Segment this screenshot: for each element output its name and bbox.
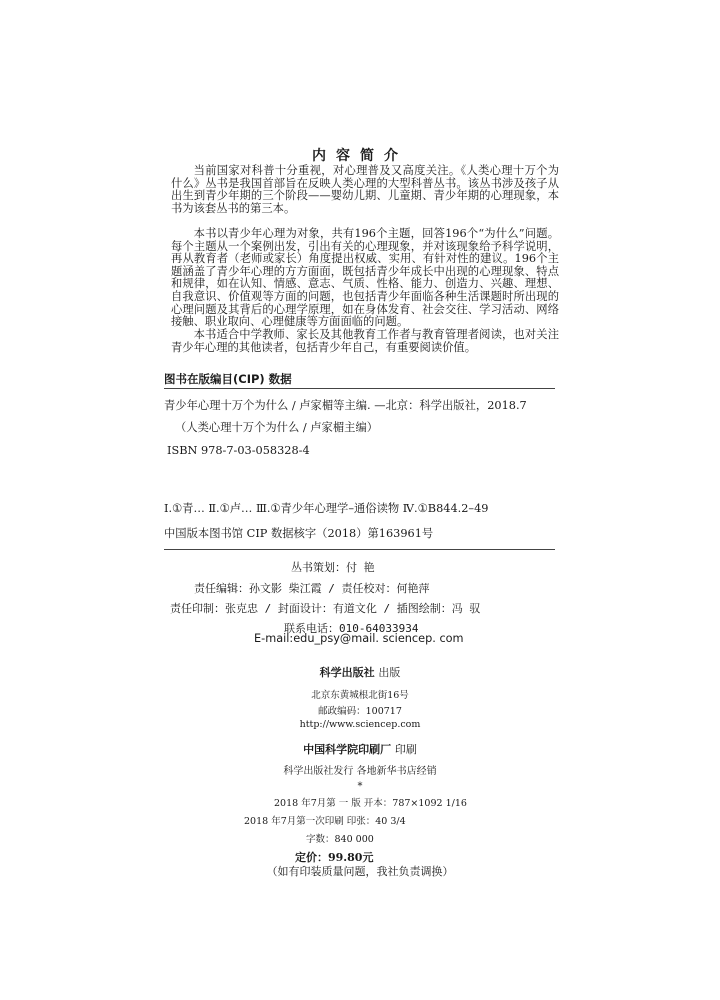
cip-verification: 中国版本图书馆 CIP 数据核字（2018）第163961号 (164, 527, 434, 540)
intro-title: 内容简介 (312, 148, 408, 164)
cip-isbn: ISBN 978-7-03-058328-4 (167, 444, 310, 457)
credit-printing-design: 责任印制：张克忠 / 封面设计：有道文化 / 插图绘制：冯 驭 (170, 602, 481, 615)
cip-top-rule (164, 388, 555, 389)
cip-bottom-rule (164, 549, 555, 550)
printer-tag: 印刷 (394, 743, 417, 756)
distribution-line: 科学出版社发行 各地新华书店经销 (283, 766, 437, 777)
printing-sheets-line: 2018 年7月第一次印刷 印张：40 3/4 (244, 816, 406, 827)
publisher-postcode: 邮政编码：100717 (318, 706, 402, 717)
quality-note: （如有印装质量问题，我社负责调换） (266, 865, 454, 878)
contact-email: E-mail:edu_psy@mail. sciencep. com (254, 632, 464, 645)
publisher-address: 北京东黄城根北街16号 (311, 690, 409, 701)
cip-heading: 图书在版编目(CIP) 数据 (164, 372, 292, 386)
publisher-line (0, 664, 720, 680)
publisher-tag: 出版 (378, 666, 401, 679)
cip-classification: Ⅰ.①青… Ⅱ.①卢… Ⅲ.①青少年心理学–通俗读物 Ⅳ.①B844.2–49 (164, 502, 489, 515)
cip-title-line: 青少年心理十万个为什么 / 卢家楣等主编. —北京：科学出版社，2018.7 (164, 399, 527, 412)
word-count: 字数：840 000 (306, 834, 374, 845)
printer-name: 中国科学院印刷厂 (303, 743, 392, 756)
cip-series-line: （人类心理十万个为什么 / 卢家楣主编） (175, 421, 379, 434)
intro-paragraph-3: 本书适合中学教师、家长及其他教育工作者与教育管理者阅读，也对关注青少年心理的其他读者，包括青少年自己，有重要阅读价值。 (171, 328, 559, 354)
credit-series-planner: 丛书策划：付 艳 (291, 561, 375, 574)
intro-paragraph-1: 当前国家对科普十分重视，对心理普及又高度关注。《人类心理十万个为什么》丛书是我国首部旨在反映人类心理的大型科普丛书。该丛书涉及孩子从出生到青少年期的三个阶段——婴幼儿期、儿童期、青少年期的心理现象，本书为该套丛书的第三本。 (171, 164, 559, 215)
publisher-website: http://www.sciencep.com (299, 719, 421, 730)
publisher-name: 科学出版社 (319, 666, 375, 679)
separator-asterisk: * (357, 781, 363, 792)
price: 定价：99.80元 (295, 851, 374, 864)
contact-phone: 联系电话：010-64033934 (284, 622, 419, 635)
intro-paragraph-2: 本书以青少年心理为对象，共有196个主题，回答196个“为什么”问题。每个主题从一个案例出发，引出有关的心理现象，并对该现象给予科学说明，再从教育者（老师或家长）角度提出权威、实用、有针对性的建议。196个主题涵盖了青少年心理的方方面面，既包括青少年成长中出现的心理现象、特点和规律，如在认知、情感、意志、气质、性格、能力、创造力、兴趣、理想、自我意识、价值观等方面的问题，也包括青少年面临各种生活课题时所出现的心理问题及其背后的心理学原理，如在身体发育、社会交往、学习活动、网络接触、职业取向、心理健康等方面面临的问题。 (171, 227, 559, 329)
edition-format-line: 2018 年7月第 一 版 开本：787×1092 1/16 (274, 798, 467, 809)
printer-line (0, 741, 720, 757)
credit-editors: 责任编辑：孙文影 柴江霞 / 责任校对：何艳萍 (194, 582, 430, 595)
